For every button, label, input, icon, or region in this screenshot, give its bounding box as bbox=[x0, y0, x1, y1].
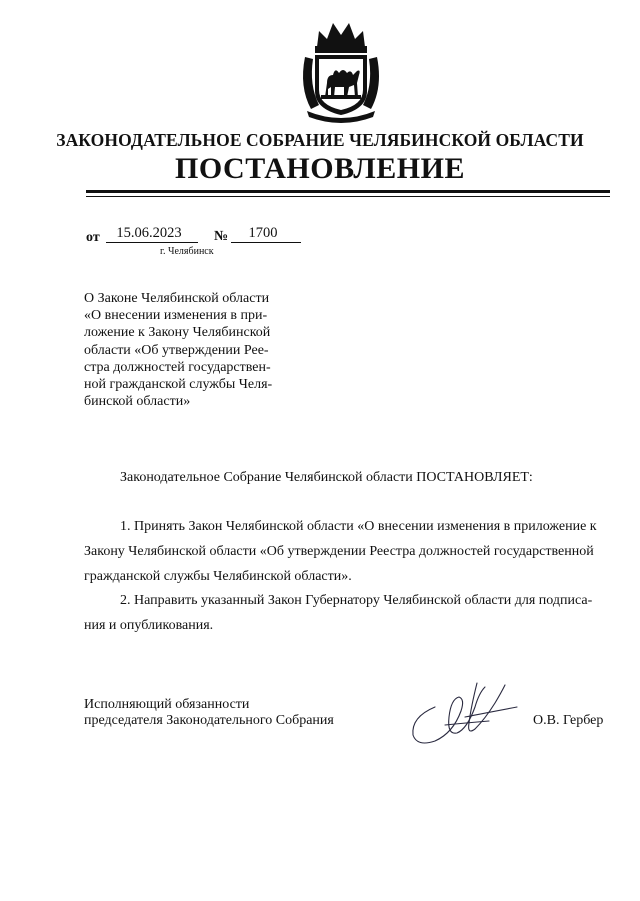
resolution-preamble: Законодательное Собрание Челябинской области ПОСТАНОВЛЯЕТ: bbox=[120, 470, 533, 485]
header-rule-thick bbox=[86, 190, 610, 193]
subject-line: области «Об утверждении Рее- bbox=[84, 342, 269, 358]
document-subject bbox=[84, 290, 289, 410]
subject-line: ной гражданской службы Челя- bbox=[84, 377, 273, 393]
item-2-text: 2. Направить указанный Закон Губернатору Челябинской области для подписа- bbox=[120, 593, 593, 608]
signatory-role: председателя Законодательного Собрания bbox=[84, 713, 334, 728]
document-number: 1700 bbox=[248, 225, 278, 241]
coat-of-arms-icon bbox=[297, 17, 385, 123]
number-prefix: № bbox=[214, 229, 229, 244]
number-underline bbox=[231, 242, 301, 243]
date-underline bbox=[106, 242, 198, 243]
subject-line: «О внесении изменения в при- bbox=[84, 308, 268, 324]
handwritten-signature bbox=[405, 677, 525, 749]
subject-line: стра должностей государствен- bbox=[84, 359, 271, 375]
subject-line: бинской области» bbox=[84, 394, 191, 410]
signatory-role: Исполняющий обязанности bbox=[84, 697, 250, 712]
item-2-text: ния и опубликования. bbox=[84, 618, 214, 633]
item-1-text: гражданской службы Челябинской области». bbox=[84, 569, 352, 584]
date-prefix: от bbox=[86, 230, 100, 245]
subject-line: ложение к Закону Челябинской bbox=[84, 325, 271, 341]
item-1-text: Закону Челябинской области «Об утверждении Реестра должностей государственной bbox=[84, 544, 594, 559]
document-date: 15.06.2023 bbox=[116, 225, 182, 241]
organization-title: ЗАКОНОДАТЕЛЬНОЕ СОБРАНИЕ ЧЕЛЯБИНСКОЙ ОБЛАСТИ bbox=[56, 130, 584, 150]
signatory-name: О.В. Гербер bbox=[533, 713, 604, 728]
document-type-title: ПОСТАНОВЛЕНИЕ bbox=[175, 152, 465, 185]
subject-line: О Законе Челябинской области bbox=[84, 291, 270, 306]
document-city: г. Челябинск bbox=[160, 246, 214, 257]
header-rule-thin bbox=[86, 196, 610, 197]
item-1-text: 1. Принять Закон Челябинской области «О внесении изменения в приложение к bbox=[120, 519, 597, 534]
